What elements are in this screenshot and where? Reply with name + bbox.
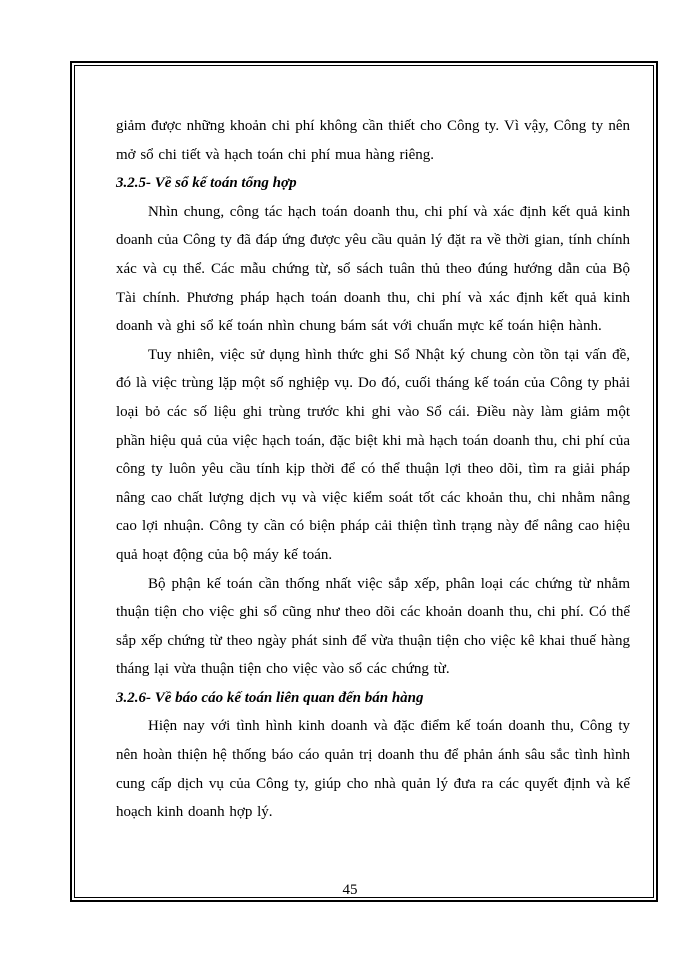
paragraph-journal-issue: Tuy nhiên, việc sử dụng hình thức ghi Sổ Nhật ký chung còn tồn tại vấn đề, đó là việc trùng lặp một số nghiệp vụ. Do đó, cuối tháng kế toán của Công ty phải loại bỏ các số liệu ghi trùng trước khi ghi vào Sổ cái. Điều này làm giảm một phần hiệu quả của việc hạch toán, đặc biệt khi mà hạch toán doanh thu, chi phí của công ty luôn yêu cầu tính kịp thời để có thể thuận lợi theo dõi, tìm ra giải pháp nâng cao chất lượng dịch vụ và việc kiểm soát tốt các khoản thu, chi nhằm nâng cao lợi nhuận. Công ty cần có biện pháp cải thiện tình trạng này để nâng cao hiệu quả hoạt động của bộ máy kế toán. bbox=[116, 346, 630, 563]
page-number: 45 bbox=[342, 882, 358, 898]
heading-3-2-5: 3.2.5- Về sổ kế toán tổng hợp bbox=[116, 175, 297, 192]
paragraph-sales-reports: Hiện nay với tình hình kinh doanh và đặc điểm kế toán doanh thu, Công ty nên hoàn thiện hệ thống báo cáo quản trị doanh thu để phản ánh sâu sắc tình hình cung cấp dịch vụ của Công ty, giúp cho nhà quản lý đưa ra các quyết định và kế hoạch kinh doanh hợp lý. bbox=[116, 718, 630, 821]
paragraph-general-ledger: Nhìn chung, công tác hạch toán doanh thu, chi phí và xác định kết quả kinh doanh của Công ty đã đáp ứng được yêu cầu quản lý đặt ra về thời gian, tính chính xác và cụ thể. Các mẫu chứng từ, sổ sách tuân thủ theo đúng hướng dẫn của Bộ Tài chính. Phương pháp hạch toán doanh thu, chi phí và xác định kết quả kinh doanh và ghi sổ kế toán nhìn chung bám sát với chuẩn mực kế toán hiện hành. bbox=[116, 203, 630, 335]
heading-3-2-6: 3.2.6- Về báo cáo kế toán liên quan đến bán hàng bbox=[116, 689, 424, 706]
paragraph-document-sorting: Bộ phận kế toán cần thống nhất việc sắp xếp, phân loại các chứng từ nhằm thuận tiện cho việc ghi sổ cũng như theo dõi các khoản doanh thu, chi phí. Có thể sắp xếp chứng từ theo ngày phát sinh để vừa thuận tiện cho việc kê khai thuế hàng tháng lại vừa thuận tiện cho việc vào sổ các chứng từ. bbox=[116, 575, 630, 678]
page-content bbox=[116, 112, 630, 827]
paragraph-cost-intro: giảm được những khoản chi phí không cần thiết cho Công ty. Vì vậy, Công ty nên mở sổ chi tiết và hạch toán chi phí mua hàng riêng. bbox=[116, 118, 630, 163]
